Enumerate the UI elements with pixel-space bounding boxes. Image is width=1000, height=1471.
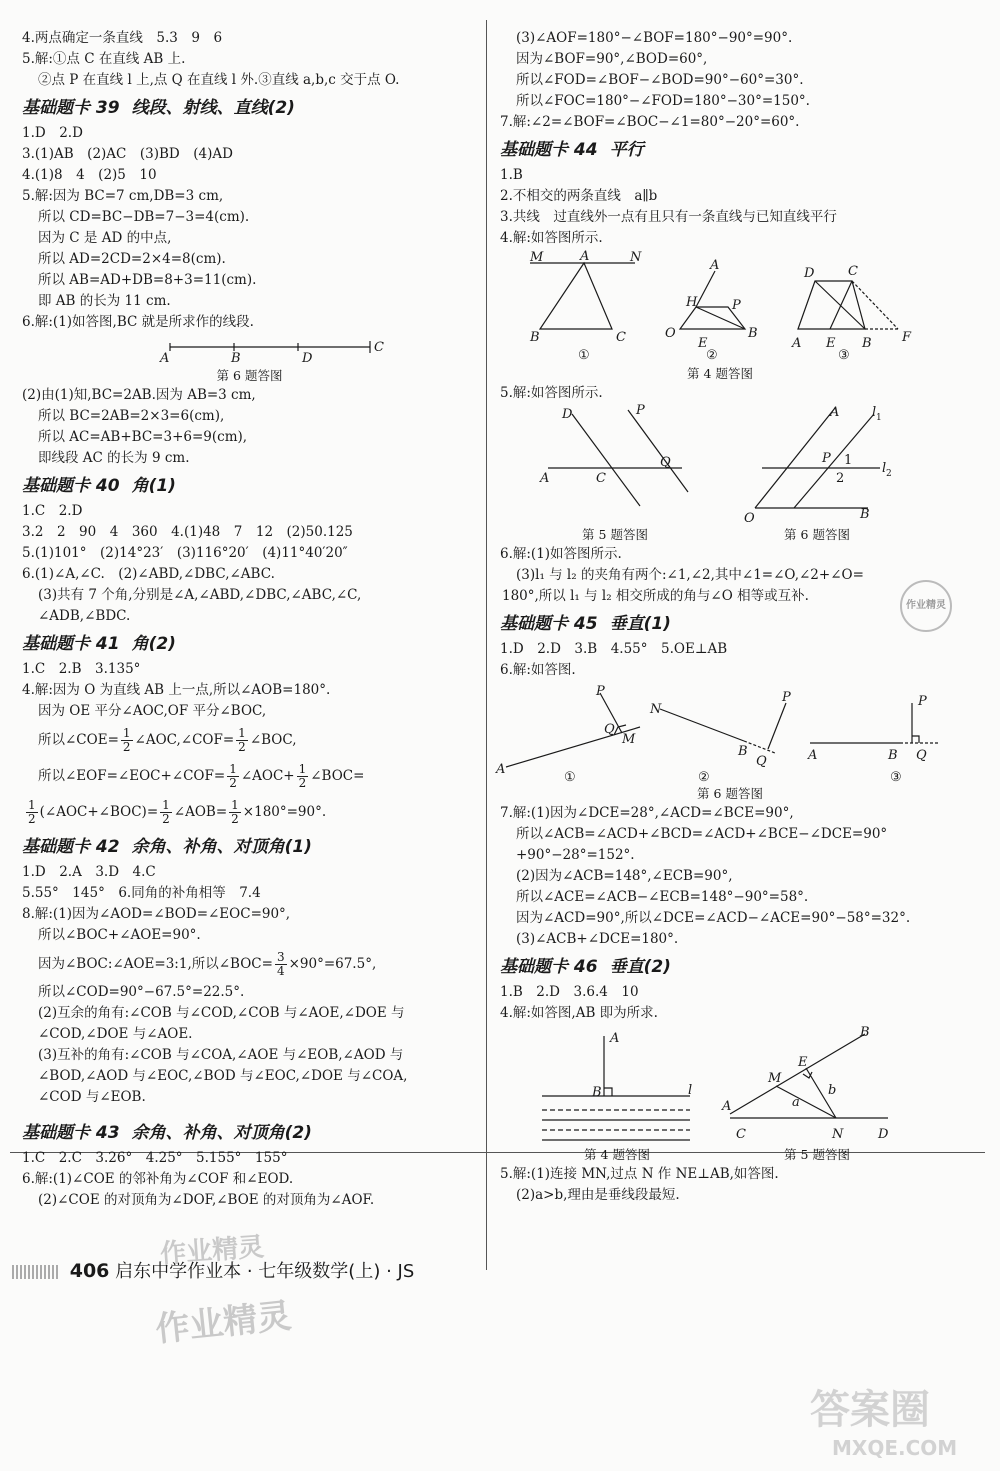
svg-text:A: A: [580, 249, 590, 264]
svg-text:b: b: [828, 1083, 837, 1098]
answer-line: (3)互补的角有:∠COB 与∠COA,∠AOE 与∠EOB,∠AOD 与: [38, 1047, 404, 1063]
math-line: 因为∠BOC:∠AOE=3:1,所以∠BOC= $\frac{3}{4}$ ×90°=67.5°,: [38, 950, 377, 978]
page-number: 406: [69, 1260, 110, 1282]
answer-line: (3)∠ACB+∠DCE=180°.: [516, 931, 679, 947]
answer-line: 1.B 2.D 3.6.4 10: [500, 984, 639, 1000]
answer-line: 所以∠ACE=∠ACB−∠ECB=148°−90°=58°.: [516, 889, 809, 905]
svg-text:B: B: [530, 330, 540, 345]
answer-line: (2)由(1)知,BC=2AB.因为 AB=3 cm,: [22, 387, 256, 403]
svg-text:D: D: [562, 407, 573, 422]
svg-text:B: B: [738, 744, 748, 759]
section-heading-42: 基础题卡 42 余角、补角、对顶角(1): [22, 837, 312, 857]
svg-text:C: C: [374, 340, 384, 355]
fig-label: ①: [578, 348, 590, 363]
section-heading-39: 基础题卡 39 线段、射线、直线(2): [22, 98, 295, 118]
fig-label: ①: [564, 770, 576, 785]
svg-text:A: A: [160, 351, 170, 366]
svg-text:P: P: [596, 684, 605, 699]
svg-text:C: C: [848, 264, 858, 279]
section-heading-44: 基础题卡 44 平行: [500, 140, 644, 160]
answer-line: 所以∠FOC=180°−∠FOD=180°−30°=150°.: [516, 93, 810, 109]
perpendicular-figures-q4-q5: [500, 1026, 980, 1144]
fig-label: ③: [838, 348, 850, 363]
answer-line: (3)共有 7 个角,分别是∠A,∠ABD,∠DBC,∠ABC,∠C,: [38, 587, 362, 603]
math-line: $\frac{1}{2}$ (∠AOC+∠BOC)= $\frac{1}{2}$ ∠AOB= $\frac{1}{2}$ ×180°=90°.: [28, 798, 327, 826]
answer-line: 6.解:如答图.: [500, 662, 576, 678]
answer-line: 1.D 2.D 3.B 4.55° 5.OE⊥AB: [500, 641, 728, 657]
svg-text:B: B: [862, 336, 872, 351]
svg-text:B: B: [592, 1085, 602, 1100]
answer-line: 1.D 2.A 3.D 4.C: [22, 864, 156, 880]
math-line: 所以∠EOF=∠EOC+∠COF= $\frac{1}{2}$ ∠AOC+ $\frac{1}{2}$ ∠BOC=: [38, 762, 365, 790]
svg-text:Q: Q: [660, 455, 671, 470]
parallel-figures-q5-q6: [500, 403, 980, 526]
svg-text:F: F: [902, 330, 912, 345]
math-line: 所以∠COE= $\frac{1}{2}$ ∠AOC,∠COF= $\frac{1}{2}$ ∠BOC,: [38, 726, 297, 754]
figure-caption: 第 4 题答图: [687, 366, 753, 381]
fig-label: ③: [890, 770, 902, 785]
svg-text:P: P: [732, 298, 741, 313]
watermark-url: MXQE.COM: [832, 1436, 958, 1460]
svg-text:M: M: [530, 250, 544, 265]
svg-text:1: 1: [844, 453, 853, 468]
answer-line: 1.B: [500, 167, 523, 183]
answer-line: 因为 C 是 AD 的中点,: [38, 230, 172, 246]
figure-caption: 第 6 题答图: [784, 527, 850, 542]
svg-text:A: A: [496, 762, 506, 777]
svg-text:M: M: [768, 1071, 782, 1086]
answer-line: 所以 AB=AD+DB=8+3=11(cm).: [38, 272, 257, 288]
answer-line: 7.解:(1)因为∠DCE=28°,∠ACD=∠BCE=90°,: [500, 805, 794, 821]
answer-line: (2)∠COE 的对顶角为∠DOF,∠BOE 的对顶角为∠AOF.: [38, 1192, 375, 1208]
answer-line: 4.解:如答图所示.: [500, 230, 603, 246]
answer-line: 所以∠COD=90°−67.5°=22.5°.: [38, 984, 245, 1000]
svg-text:B: B: [748, 326, 758, 341]
column-divider: [486, 20, 487, 1270]
svg-text:D: D: [804, 266, 815, 281]
answer-line: 8.解:(1)因为∠AOD=∠BOD=∠EOC=90°,: [22, 906, 291, 922]
answer-line: 因为∠ACD=90°,所以∠DCE=∠ACD−∠ACE=90°−58°=32°.: [516, 910, 911, 926]
answer-line: 3.共线 过直线外一点有且只有一条直线与已知直线平行: [500, 209, 837, 225]
left-column: [22, 28, 477, 1211]
answer-line: 因为 OE 平分∠AOC,OF 平分∠BOC,: [38, 703, 267, 719]
svg-text:l: l: [882, 461, 887, 476]
answer-line: 4.两点确定一条直线 5.3 9 6: [22, 30, 223, 46]
section-heading-45: 基础题卡 45 垂直(1): [500, 614, 671, 634]
answer-line: 1.C 2.C 3.26° 4.25° 5.155° 155°: [22, 1150, 288, 1166]
answer-line: 1.C 2.B 3.135°: [22, 661, 141, 677]
answer-line: ∠COD 与∠EOB.: [38, 1089, 146, 1105]
answer-line: 所以 AC=AB+BC=3+6=9(cm),: [38, 429, 248, 445]
svg-text:O: O: [665, 326, 676, 341]
svg-text:P: P: [636, 403, 645, 418]
answer-line: ∠BOD,∠AOD 与∠EOC,∠BOD 与∠EOC,∠DOE 与∠COA,: [38, 1068, 408, 1084]
answer-line: 2.不相交的两条直线 a∥b: [500, 188, 658, 204]
answer-line: 4.解:因为 O 为直线 AB 上一点,所以∠AOB=180°.: [22, 682, 331, 698]
answer-line: 所以∠BOC+∠AOE=90°.: [38, 927, 201, 943]
figure-caption: 第 6 题答图: [697, 786, 763, 801]
answer-line: 5.解:因为 BC=7 cm,DB=3 cm,: [22, 188, 224, 204]
svg-text:O: O: [744, 511, 755, 526]
svg-text:M: M: [622, 732, 636, 747]
answer-line: 5.解:如答图所示.: [500, 385, 603, 401]
answer-line: (3)l₁ 与 l₂ 的夹角有两个:∠1,∠2,其中∠1=∠O,∠2+∠O=: [516, 567, 864, 583]
svg-text:Q: Q: [604, 722, 615, 737]
svg-text:2: 2: [886, 469, 892, 479]
svg-text:C: C: [616, 330, 626, 345]
svg-text:C: C: [596, 471, 606, 486]
svg-text:Q: Q: [756, 754, 767, 769]
answer-line: 即线段 AC 的长为 9 cm.: [38, 450, 190, 466]
answer-line: 3.2 2 90 4 360 4.(1)48 7 12 (2)50.125: [22, 524, 353, 540]
svg-text:A: A: [710, 258, 720, 273]
svg-text:E: E: [798, 1055, 808, 1070]
answer-line: 3.(1)AB (2)AC (3)BD (4)AD: [22, 146, 233, 162]
svg-text:A: A: [808, 748, 818, 763]
svg-text:l: l: [688, 1083, 693, 1098]
answer-line: 5.(1)101° (2)14°23′ (3)116°20′ (4)11°40′20″: [22, 545, 348, 561]
answer-line: +90°−28°=152°.: [516, 847, 635, 863]
svg-text:P: P: [918, 694, 927, 709]
answer-line: (3)∠AOF=180°−∠BOF=180°−90°=90°.: [516, 30, 793, 46]
answer-line: 6.解:(1)如答图所示.: [500, 546, 622, 562]
fig-label: ②: [706, 348, 718, 363]
figure-caption: 第 5 题答图: [784, 1147, 850, 1162]
parallel-figure-q4: [500, 251, 980, 363]
svg-text:1: 1: [876, 413, 882, 423]
svg-text:N: N: [650, 702, 662, 717]
svg-text:A: A: [610, 1031, 620, 1046]
svg-text:B: B: [860, 1025, 870, 1040]
watermark-logo: 答案圈: [810, 1387, 930, 1433]
watermark-text: 作业精灵: [153, 1295, 294, 1350]
svg-text:E: E: [826, 336, 836, 351]
answer-line: 所以 BC=2AB=2×3=6(cm),: [38, 408, 225, 424]
svg-text:Q: Q: [916, 748, 927, 763]
answer-line: ∠COD,∠DOE 与∠AOE.: [38, 1026, 193, 1042]
answer-line: 6.解:(1)∠COE 的邻补角为∠COF 和∠EOD.: [22, 1171, 294, 1187]
answer-line: 4.(1)8 4 (2)5 10: [22, 167, 157, 183]
svg-text:2: 2: [836, 471, 845, 486]
svg-text:B: B: [888, 748, 898, 763]
svg-text:A: A: [792, 336, 802, 351]
svg-text:D: D: [878, 1127, 889, 1142]
svg-text:B: B: [231, 351, 241, 366]
answer-line: 即 AB 的长为 11 cm.: [38, 293, 171, 309]
book-title: 启东中学作业本 · 七年级数学(上) · JS: [115, 1261, 415, 1282]
svg-text:N: N: [630, 250, 642, 265]
svg-text:H: H: [686, 295, 698, 310]
decorative-stripe: [12, 1265, 58, 1279]
answer-line: 6.(1)∠A,∠C. (2)∠ABD,∠DBC,∠ABC.: [22, 566, 275, 582]
answer-line: ∠ADB,∠BDC.: [38, 608, 131, 624]
svg-text:N: N: [832, 1127, 844, 1142]
section-heading-46: 基础题卡 46 垂直(2): [500, 957, 671, 977]
answer-line: 5.55° 145° 6.同角的补角相等 7.4: [22, 885, 261, 901]
answer-line: 5.解:(1)连接 MN,过点 N 作 NE⊥AB,如答图.: [500, 1166, 779, 1182]
answer-line: 所以 CD=BC−DB=7−3=4(cm).: [38, 209, 250, 225]
svg-text:E: E: [698, 336, 708, 351]
section-heading-41: 基础题卡 41 角(2): [22, 634, 176, 654]
svg-text:A: A: [830, 405, 840, 420]
answer-line: 5.解:①点 C 在直线 AB 上.: [22, 51, 186, 67]
svg-text:a: a: [792, 1095, 800, 1110]
watermark-text: 作业精灵: [159, 1232, 266, 1270]
answer-line: 因为∠BOF=90°,∠BOD=60°,: [516, 51, 708, 67]
section-heading-43: 基础题卡 43 余角、补角、对顶角(2): [22, 1123, 312, 1143]
answer-line: 1.D 2.D: [22, 125, 83, 141]
svg-text:C: C: [736, 1127, 746, 1142]
figure-caption: 第 5 题答图: [582, 527, 648, 542]
answer-line: 180°,所以 l₁ 与 l₂ 相交所成的角与∠O 相等或互补.: [502, 588, 809, 604]
answer-line: (2)互余的角有:∠COB 与∠COD,∠COB 与∠AOE,∠DOE 与: [38, 1005, 405, 1021]
svg-text:D: D: [302, 351, 313, 366]
figure-caption: 第 6 题答图: [216, 368, 283, 383]
svg-text:P: P: [782, 690, 791, 705]
svg-text:B: B: [860, 507, 870, 522]
answer-line: 1.C 2.D: [22, 503, 83, 519]
answer-line: (2)a>b,理由是垂线段最短.: [516, 1187, 680, 1203]
stamp-icon: 作业精灵: [900, 580, 952, 632]
answer-line: 所以 AD=2CD=2×4=8(cm).: [38, 251, 226, 267]
answer-line: 所以∠ACB=∠ACD+∠BCD=∠ACD+∠BCE−∠DCE=90°: [516, 826, 888, 842]
answer-line: 7.解:∠2=∠BOF=∠BOC−∠1=80°−20°=60°.: [500, 114, 800, 130]
svg-text:l: l: [872, 405, 877, 420]
fig-label: ②: [698, 770, 710, 785]
answer-line: ②点 P 在直线 l 上,点 Q 在直线 l 外.③直线 a,b,c 交于点 O.: [38, 72, 400, 88]
figure-caption: 第 4 题答图: [584, 1147, 650, 1162]
svg-text:P: P: [822, 451, 831, 466]
perpendicular-figure-q6: [496, 683, 980, 785]
answer-line: 所以∠FOD=∠BOF−∠BOD=90°−60°=30°.: [516, 72, 804, 88]
answer-line: (2)因为∠ACB=148°,∠ECB=90°,: [516, 868, 733, 884]
segment-figure: [22, 335, 477, 365]
answer-line: 4.解:如答图,AB 即为所求.: [500, 1005, 658, 1021]
answer-line: 6.解:(1)如答图,BC 就是所求作的线段.: [22, 314, 254, 330]
svg-text:A: A: [722, 1099, 732, 1114]
svg-text:A: A: [540, 471, 550, 486]
section-heading-40: 基础题卡 40 角(1): [22, 476, 176, 496]
